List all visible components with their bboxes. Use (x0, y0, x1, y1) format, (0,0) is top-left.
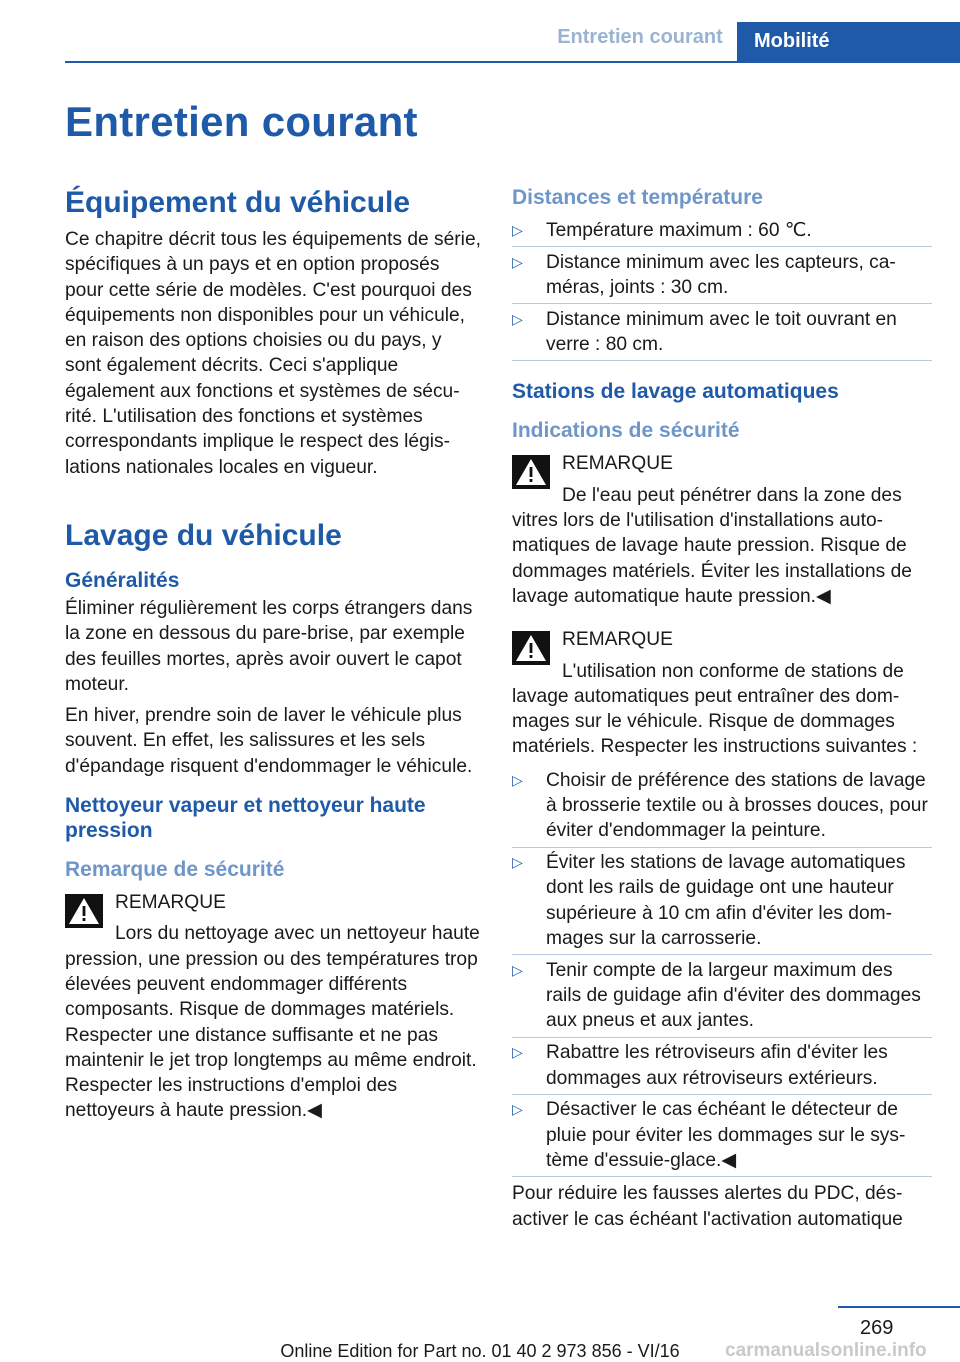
edition-footer: Online Edition for Part no. 01 40 2 973 856 - VI/16 (280, 1341, 680, 1361)
station-bullet-list (512, 768, 932, 1173)
right-column (512, 185, 932, 1232)
triangle-right-outline-icon: ▷ (512, 310, 523, 327)
triangle-right-outline-icon: ▷ (512, 771, 523, 788)
heading-distances: Distances et température (512, 186, 763, 209)
list-item: ▷ Choisir de préférence des stations de lavage à brosserie textile ou à brosses douces, pour éviter d'endommager la peinture. (512, 768, 932, 844)
heading-equipment: Équipement du véhicule (65, 186, 411, 219)
heading-general: Généralités (65, 568, 180, 592)
triangle-right-outline-icon: ▷ (512, 222, 523, 238)
header-chapter-tab[interactable]: Mobilité (737, 22, 960, 63)
page-number: 269 (860, 1317, 894, 1339)
heading-safety-note: Remarque de sécurité (65, 858, 285, 882)
warning-block-stations (512, 627, 932, 759)
distance-bullet-list (512, 218, 932, 357)
list-item: ▷ Distance minimum avec le toit ouvrant en verre : 80 cm. (512, 307, 932, 358)
warning-triangle-icon (512, 455, 550, 489)
warning-block-steam (65, 890, 483, 1124)
header-rule (65, 61, 960, 63)
list-item: ▷ Tenir compte de la largeur maximum des rails de guidage afin d'éviter des dommages aux pneus et aux jantes. (512, 958, 932, 1034)
list-item: ▷ Rabattre les rétroviseurs afin d'éviter les dommages aux rétroviseurs extérieurs. (512, 1040, 932, 1091)
list-item: ▷ Température maximum : 60 ℃. (512, 218, 932, 243)
left-column (65, 185, 483, 1124)
paragraph-equipment: Ce chapitre décrit tous les équipements de série, spécifiques à un pays et en option proposés pour cette série de modèles. C'est pourquoi des équipements non disponibles pour un véhicule, en raison des options choisies ou du pays, y sont également décrits. Ceci s'applique également aux fonctions et systèmes de sécurité. L'utilisation des fonctions et systèmes correspondants implique le respect des législations nationales locales en vigueur. (65, 229, 481, 478)
list-item: ▷ Éviter les stations de lavage automatiques dont les rails de guidage ont une hauteur supérieure à 10 cm afin d'éviter les dommages sur la carrosserie. (512, 850, 932, 951)
paragraph-general-2: En hiver, prendre soin de laver le véhicule plus souvent. En effet, les salissures et les sels d'épandage risquent d'endommager le véhicule. (65, 705, 473, 777)
heading-wash: Lavage du véhicule (65, 518, 342, 552)
list-item: ▷ Distance minimum avec les capteurs, caméras, joints : 30 cm. (512, 250, 932, 301)
warning-label: REMARQUE (562, 629, 673, 651)
paragraph-pdc: Pour réduire les fausses alertes du PDC, désactiver le cas échéant l'activation automatique (512, 1183, 903, 1230)
watermark: carmanualsonline.info (725, 1340, 927, 1361)
paragraph-general-1: Éliminer régulièrement les corps étrangers dans la zone en dessous du pare-brise, par exemple des feuilles mortes, après avoir ouvert le capot moteur. (65, 597, 473, 695)
triangle-right-outline-icon: ▷ (512, 961, 523, 978)
triangle-right-outline-icon: ▷ (512, 854, 523, 871)
warning-label: REMARQUE (115, 892, 226, 914)
warning-text: Lors du nettoyage avec un nettoyeur haute pression, une pression ou des températures trop élevées peuvent endommager différents composants. Risque de dommages matériels. Respecter une distance suffisante et ne pas maintenir le jet trop longtemps au même endroit. Respecter les instructions d'emploi des nettoyeurs à haute pression.◀ (65, 923, 480, 1122)
heading-wash-stations: Stations de lavage automatiques (512, 380, 839, 404)
warning-triangle-icon (65, 894, 103, 928)
heading-safety-indications: Indications de sécurité (512, 419, 740, 443)
warning-text: De l'eau peut pénétrer dans la zone des vitres lors de l'utilisation d'installations automatiques de lavage haute pression. Risque de dommages matériels. Éviter les installations de lavage automatique haute pression.◀ (512, 484, 912, 607)
warning-text: L'utilisation non conforme de stations de lavage automatiques peut entraîner des dommages sur le véhicule. Risque de dommages matériels. Respecter les instructions suivantes : (512, 660, 918, 758)
warning-block-pressure (512, 451, 932, 609)
list-item: ▷ Désactiver le cas échéant le détecteur de pluie pour éviter les dommages sur le système d'essuie-glace.◀ (512, 1097, 932, 1173)
triangle-right-outline-icon: ▷ (512, 253, 523, 270)
triangle-right-outline-icon: ▷ (512, 1044, 523, 1061)
header-section-tab[interactable]: Entretien courant (557, 26, 723, 48)
triangle-right-outline-icon: ▷ (512, 1101, 523, 1118)
warning-triangle-icon (512, 631, 550, 665)
footer-rule (838, 1306, 960, 1308)
warning-label: REMARQUE (562, 453, 673, 475)
heading-steam-cleaner: Nettoyeur vapeur et nettoyeur haute pression (65, 794, 426, 843)
page-title: Entretien courant (65, 98, 418, 145)
